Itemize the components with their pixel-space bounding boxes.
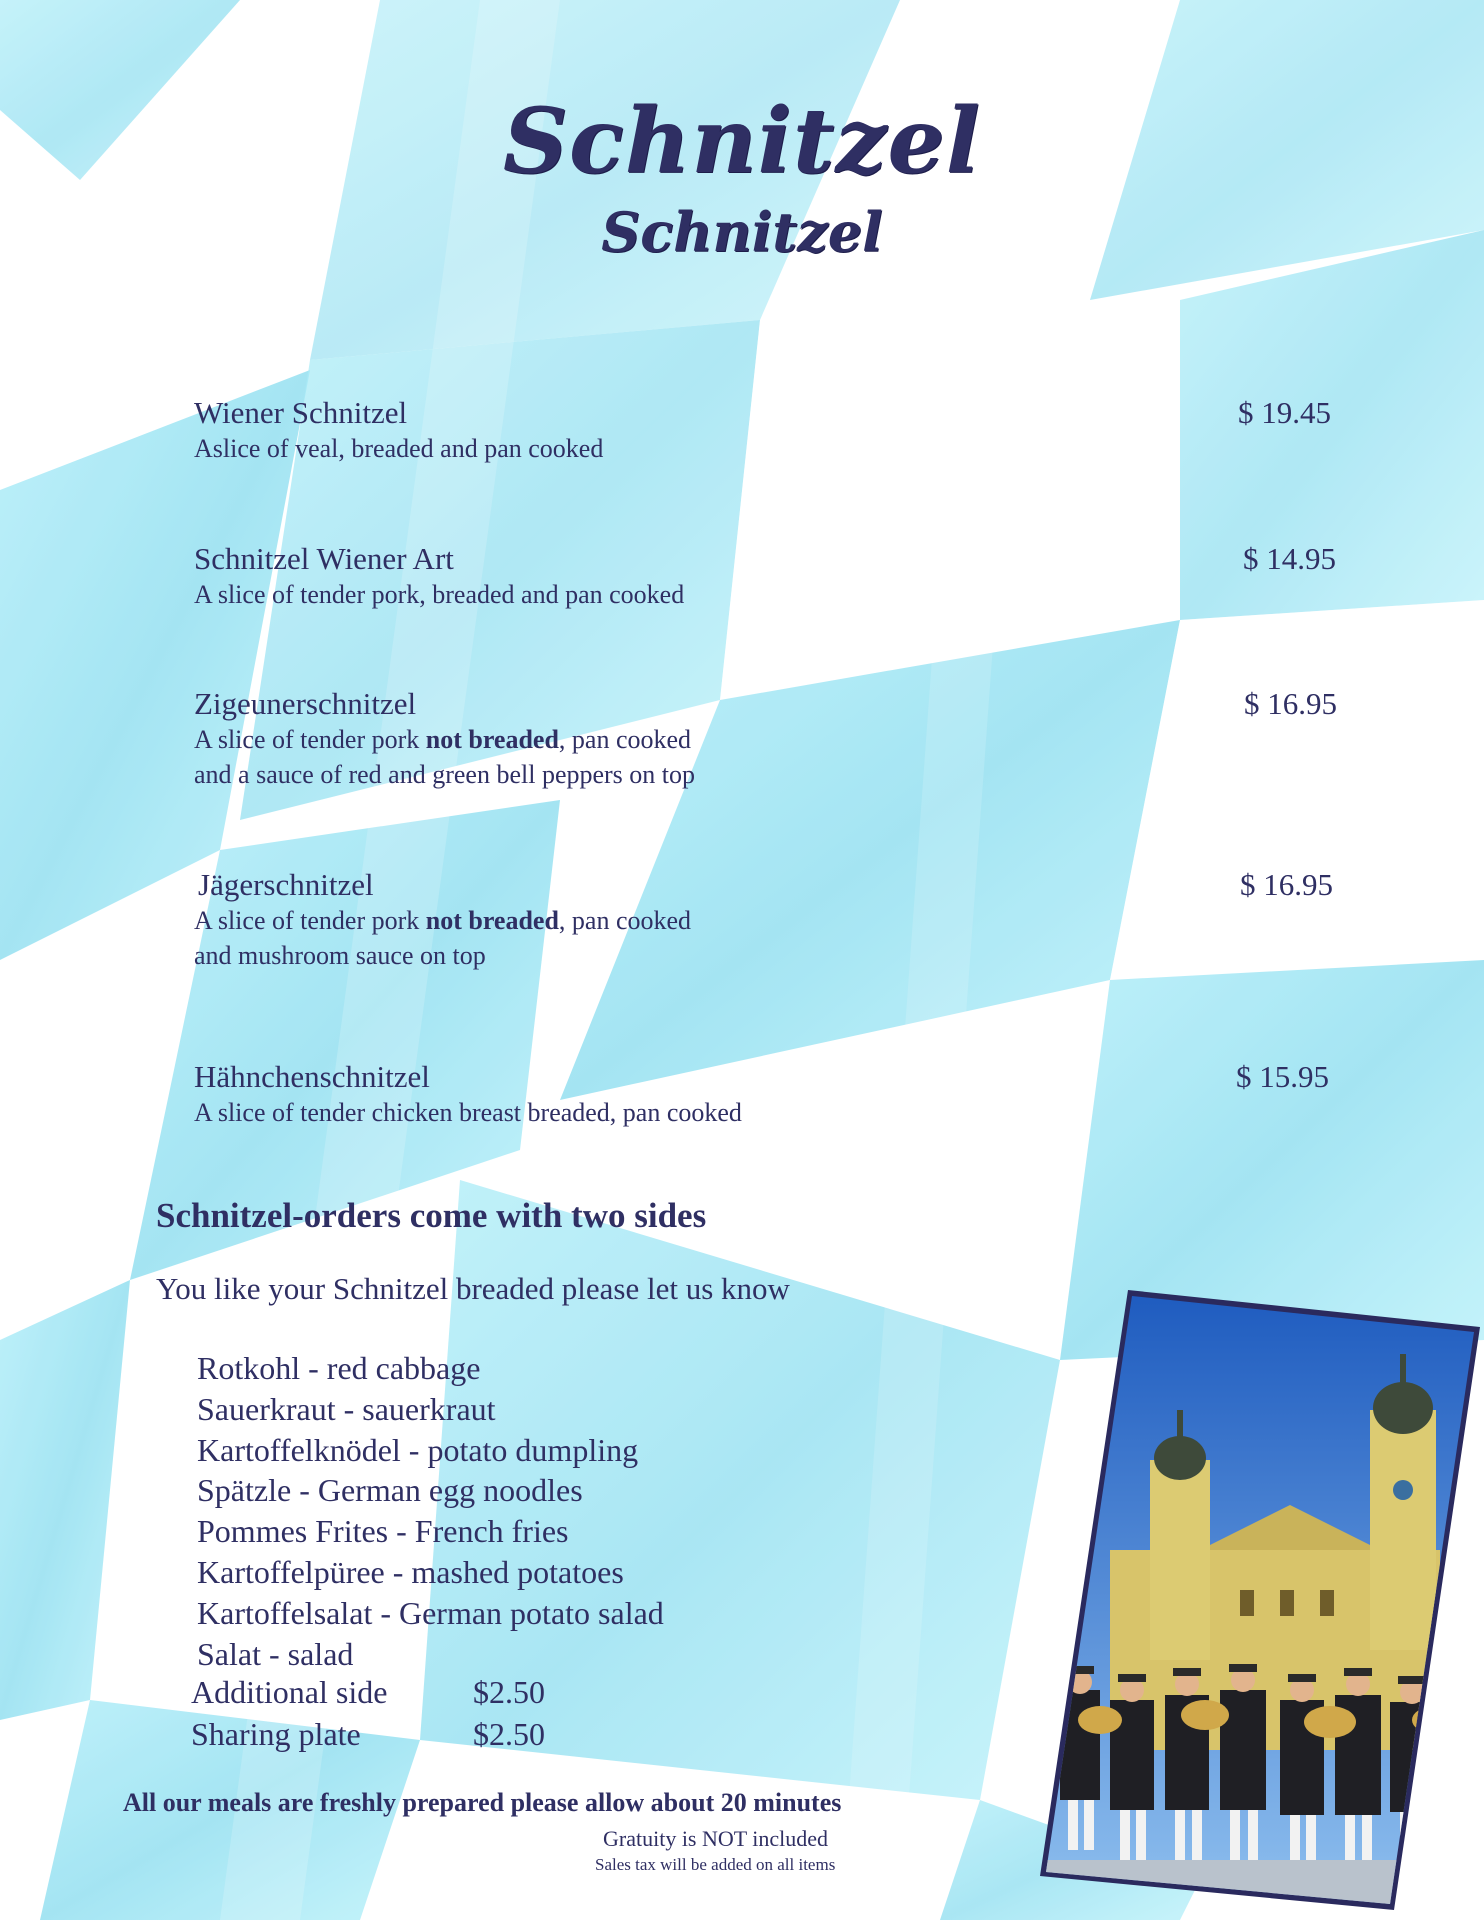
item-description: A slice of tender pork, breaded and pan cooked — [194, 580, 685, 609]
item-price: $ 16.95 — [1244, 686, 1337, 721]
menu-item — [194, 1059, 742, 1130]
item-name: Zigeunerschnitzel — [194, 686, 417, 721]
list-item: Salat - salad — [197, 1635, 354, 1672]
bavarian-band-photo — [1040, 1290, 1480, 1915]
list-item: Kartoffelpüree - mashed potatoes — [197, 1553, 624, 1590]
menu-item-description — [194, 903, 691, 973]
item-description-line2: and a sauce of red and green bell peppers on top — [194, 760, 696, 789]
extra-label: Sharing plate — [191, 1716, 361, 1752]
item-description: A slice of tender pork not breaded, pan cooked — [194, 725, 692, 754]
item-description: A slice of tender pork not breaded, pan cooked — [194, 906, 692, 935]
item-price: $ 15.95 — [1236, 1059, 1329, 1094]
list-item: Rotkohl - red cabbage — [197, 1350, 481, 1386]
extra-row — [191, 1674, 545, 1711]
menu-item — [194, 541, 684, 612]
extra-price: $2.50 — [473, 1716, 545, 1752]
gratuity-note: Gratuity is NOT included — [603, 1826, 829, 1851]
item-description: A slice of tender chicken breast breaded, pan cooked — [194, 1098, 742, 1127]
menu-subtitle: Schnitzel — [601, 200, 883, 264]
menu-title: Schnitzel — [503, 88, 981, 194]
menu-item — [198, 867, 374, 903]
extra-row — [191, 1716, 545, 1753]
item-name: Jägerschnitzel — [198, 867, 374, 902]
list-item: Kartoffelknödel - potato dumpling — [197, 1431, 639, 1468]
extra-price: $2.50 — [473, 1674, 545, 1710]
breaded-note: You like your Schnitzel breaded please let us know — [156, 1271, 790, 1306]
list-item: Spätzle - German egg noodles — [197, 1472, 583, 1509]
item-price: $ 19.45 — [1238, 395, 1331, 430]
item-description: Aslice of veal, breaded and pan cooked — [194, 434, 604, 463]
item-price: $ 14.95 — [1243, 541, 1336, 576]
item-description-line2: and mushroom sauce on top — [194, 941, 486, 970]
sides-heading: Schnitzel-orders come with two sides — [156, 1196, 707, 1235]
item-name: Schnitzel Wiener Art — [194, 541, 454, 576]
item-price: $ 16.95 — [1240, 867, 1333, 902]
sales-tax-note: Sales tax will be added on all items — [595, 1855, 836, 1874]
freshly-prepared-note: All our meals are freshly prepared please allow about 20 minutes — [123, 1788, 842, 1817]
item-name: Wiener Schnitzel — [194, 395, 408, 430]
sides-list — [197, 1348, 664, 1674]
list-item: Sauerkraut - sauerkraut — [197, 1390, 496, 1427]
list-item: Pommes Frites - French fries — [197, 1513, 569, 1550]
extra-label: Additional side — [191, 1674, 388, 1710]
menu-item — [194, 395, 603, 466]
list-item: Kartoffelsalat - German potato salad — [197, 1594, 664, 1631]
menu-item — [194, 686, 695, 792]
item-name: Hähnchenschnitzel — [194, 1059, 430, 1094]
